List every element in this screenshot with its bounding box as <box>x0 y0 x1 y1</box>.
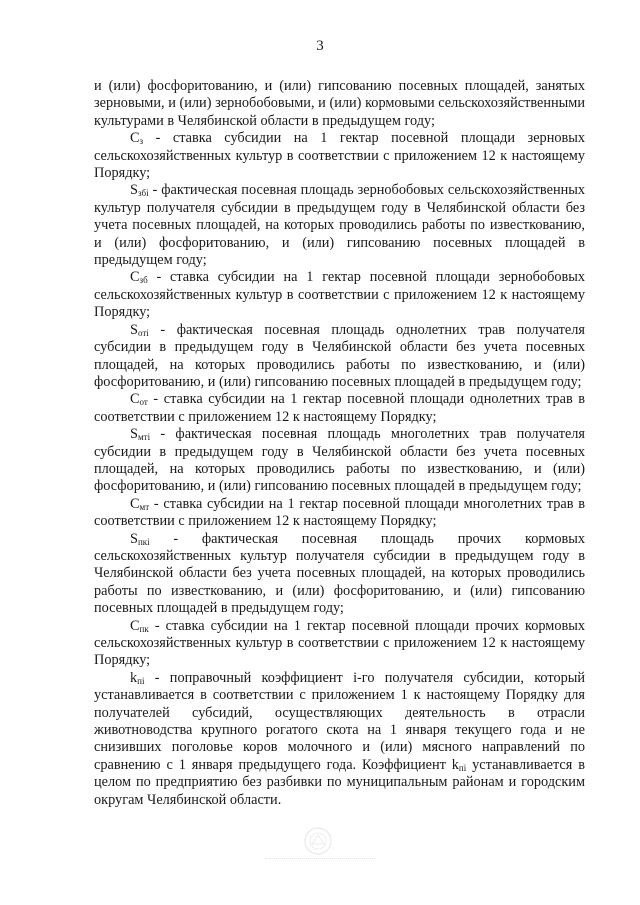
paragraph-rate-annual-grasses <box>94 391 585 426</box>
paragraph-text: - фактическая посевная площадь однолетних трав получателя субсидии в предыдущем году в Челябинской области без учета посевных площадей, на которых проводились работы по известкованию, и (или) фосфоритованию, и (или) гипсованию посевных площадей в предыдущем году; <box>94 321 585 390</box>
formula-symbol: k <box>130 669 138 686</box>
document-body <box>94 78 585 809</box>
formula-subscript: з <box>139 136 144 147</box>
paragraph-correction-coefficient <box>94 670 585 809</box>
paragraph-area-perennial-grasses <box>94 426 585 496</box>
paragraph-text-tail: устанавливается в целом по предприятию без разбивки по муниципальным районам и городским округам Челябинской области. <box>94 756 586 808</box>
footer-scan-mark <box>265 858 375 865</box>
formula-subscript: отi <box>137 327 149 338</box>
paragraph-area-annual-grasses <box>94 322 585 392</box>
paragraph-text: - фактическая посевная площадь многолетних трав получателя субсидии в предыдущем году в Челябинской области без учета посевных площадей, на которых проводились работы по известкованию, и (или) фосфоритованию, и (или) гипсованию посевных площадей в предыдущем году; <box>94 426 585 495</box>
paragraph-rate-perennial-grasses <box>94 496 585 531</box>
formula-subscript: мт <box>139 501 150 512</box>
formula-symbol: С <box>130 269 140 286</box>
paragraph-text: - ставка субсидии на 1 гектар посевной площади прочих кормовых сельскохозяйственных культур в соответствии с приложением 12 к настоящему Порядку; <box>94 617 585 669</box>
formula-symbol: S <box>130 182 138 199</box>
formula-subscript: пi <box>137 675 145 686</box>
paragraph-text: - поправочный коэффициент i-го получателя субсидии, который устанавливается в соответствии с приложением 1 к настоящему Порядку для получателей субсидий, осуществляющих деятельность в отрасли животноводства крупного рогатого скота на 1 января текущего года и не снизивших поголовье коров молочного и (или) мясного направлений по сравнению с 1 января предыдущего года. Коэффициент k <box>94 669 585 773</box>
formula-symbol: С <box>130 495 140 512</box>
formula-subscript: збі <box>137 188 149 199</box>
paragraph-area-legumes <box>94 182 585 269</box>
formula-subscript: пк <box>139 623 149 634</box>
paragraph-rate-legumes <box>94 269 585 321</box>
paragraph-text: - ставка субсидии на 1 гектар посевной площади многолетних трав в соответствии с приложением 12 к настоящему Порядку; <box>94 495 585 530</box>
paragraph-rate-other-forage <box>94 618 585 670</box>
formula-subscript: мтi <box>137 432 151 443</box>
paragraph-rate-grain <box>94 130 585 182</box>
paragraph-text: - фактическая посевная площадь зернобобовых сельскохозяйственных культур получателя субсидии в предыдущем году в Челябинской области без учета посевных площадей, на которых проводились работы по известкованию, и (или) фосфоритованию, и (или) гипсованию посевных площадей в предыдущем году; <box>94 182 585 269</box>
formula-subscript: от <box>139 397 148 408</box>
formula-symbol: С <box>130 617 140 634</box>
paragraph-text: - ставка субсидии на 1 гектар посевной площади зернобобовых сельскохозяйственных культур в соответствии с приложением 12 к настоящему Порядку; <box>94 269 585 321</box>
formula-subscript: пкi <box>137 536 150 547</box>
faint-seal-icon <box>303 826 333 856</box>
page-number: 3 <box>316 38 324 54</box>
paragraph-text: и (или) фосфоритованию, и (или) гипсованию посевных площадей, занятых зерновыми, и (или) зернобобовыми, и (или) кормовыми сельскохозяйственными культурами в Челябинской области в предыдущем году; <box>94 78 585 129</box>
formula-symbol: С <box>130 130 140 147</box>
formula-symbol: S <box>130 426 138 443</box>
paragraph-text: - ставка субсидии на 1 гектар посевной площади однолетних трав в соответствии с приложением 12 к настоящему Порядку; <box>94 391 585 425</box>
formula-subscript-inline: пi <box>458 762 467 773</box>
paragraph-continuation <box>94 78 585 130</box>
formula-subscript: зб <box>139 275 148 286</box>
formula-symbol: S <box>130 530 138 547</box>
formula-symbol: С <box>130 391 140 408</box>
formula-symbol: S <box>130 321 138 338</box>
paragraph-area-other-forage <box>94 531 585 618</box>
paragraph-text: - фактическая посевная площадь прочих кормовых сельскохозяйственных культур получателя субсидии в предыдущем году в Челябинской области без учета посевных площадей, на которых проводились работы по известкованию, и (или) фосфоритованию, и (или) гипсованию посевных площадей в предыдущем году; <box>94 530 585 617</box>
paragraph-text: - ставка субсидии на 1 гектар посевной площади зерновых сельскохозяйственных культур в соответствии с приложением 12 к настоящему Порядку; <box>94 130 585 182</box>
